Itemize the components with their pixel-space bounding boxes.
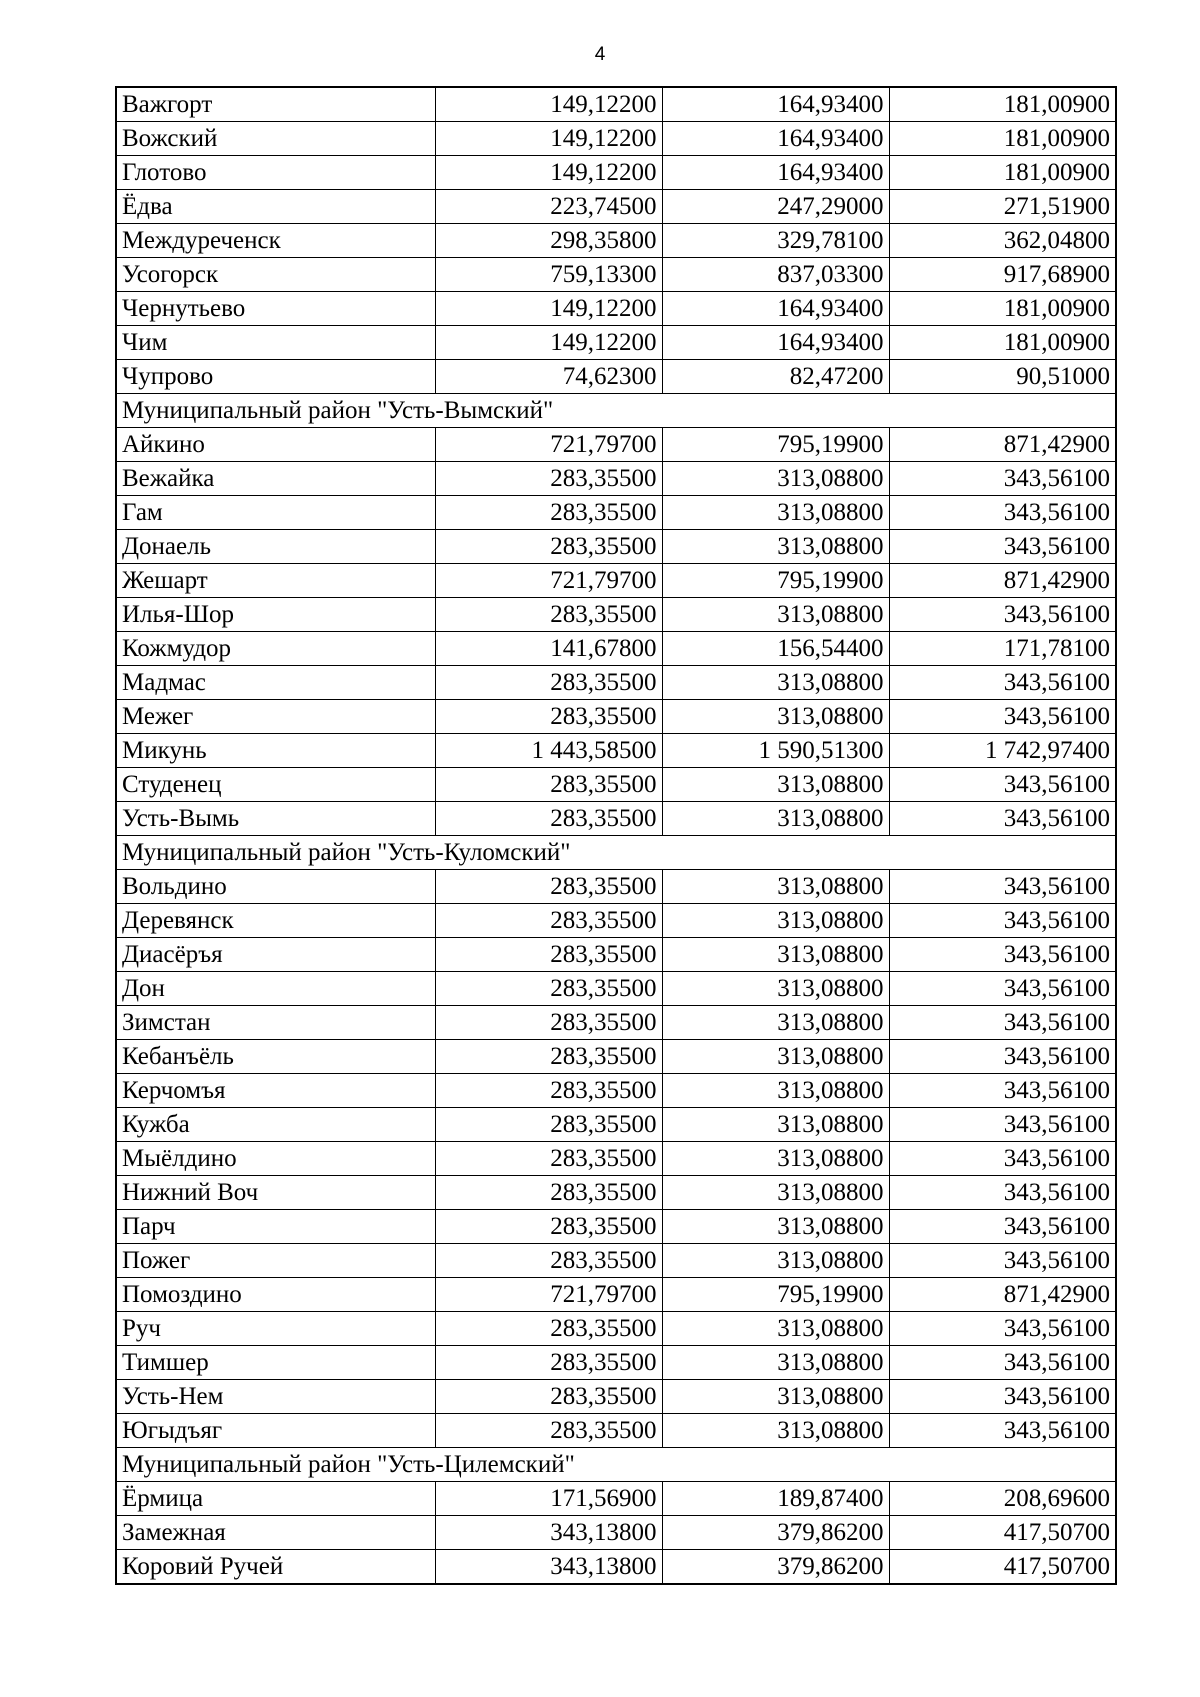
- value-cell-2: 313,08800: [662, 496, 889, 530]
- settlement-name-cell: Парч: [116, 1210, 435, 1244]
- table-row: [116, 156, 1116, 190]
- settlement-name-cell: Чим: [116, 326, 435, 360]
- value-cell-1: 721,79700: [435, 428, 662, 462]
- settlement-name-cell: Помоздино: [116, 1278, 435, 1312]
- table-body: [116, 87, 1116, 1584]
- value-cell-1: 283,35500: [435, 802, 662, 836]
- value-cell-1: 149,12200: [435, 156, 662, 190]
- value-cell-3: 343,56100: [889, 1244, 1116, 1278]
- value-cell-1: 721,79700: [435, 564, 662, 598]
- settlement-name-cell: Югыдъяг: [116, 1414, 435, 1448]
- value-cell-1: 283,35500: [435, 1040, 662, 1074]
- value-cell-1: 283,35500: [435, 1006, 662, 1040]
- value-cell-2: 313,08800: [662, 768, 889, 802]
- value-cell-3: 417,50700: [889, 1516, 1116, 1550]
- value-cell-3: 1 742,97400: [889, 734, 1116, 768]
- settlement-name-cell: Ёрмица: [116, 1482, 435, 1516]
- value-cell-2: 313,08800: [662, 802, 889, 836]
- value-cell-2: 164,93400: [662, 326, 889, 360]
- table-row: [116, 938, 1116, 972]
- value-cell-1: 141,67800: [435, 632, 662, 666]
- value-cell-1: 283,35500: [435, 1074, 662, 1108]
- value-cell-2: 313,08800: [662, 1244, 889, 1278]
- table-row: [116, 1414, 1116, 1448]
- value-cell-1: 283,35500: [435, 768, 662, 802]
- settlement-name-cell: Диасёръя: [116, 938, 435, 972]
- settlement-name-cell: Нижний Воч: [116, 1176, 435, 1210]
- value-cell-2: 313,08800: [662, 904, 889, 938]
- value-cell-3: 343,56100: [889, 1312, 1116, 1346]
- value-cell-1: 1 443,58500: [435, 734, 662, 768]
- value-cell-3: 343,56100: [889, 904, 1116, 938]
- table-row: [116, 1176, 1116, 1210]
- value-cell-3: 271,51900: [889, 190, 1116, 224]
- value-cell-2: 379,86200: [662, 1550, 889, 1585]
- value-cell-3: 90,51000: [889, 360, 1116, 394]
- value-cell-3: 343,56100: [889, 496, 1116, 530]
- value-cell-3: 343,56100: [889, 1210, 1116, 1244]
- value-cell-2: 156,54400: [662, 632, 889, 666]
- table-row: [116, 1108, 1116, 1142]
- table-row: [116, 1040, 1116, 1074]
- table-row: [116, 1346, 1116, 1380]
- value-cell-1: 149,12200: [435, 326, 662, 360]
- table-row: [116, 292, 1116, 326]
- settlement-name-cell: Микунь: [116, 734, 435, 768]
- table-row: [116, 1006, 1116, 1040]
- value-cell-2: 313,08800: [662, 1414, 889, 1448]
- value-cell-2: 313,08800: [662, 530, 889, 564]
- value-cell-3: 343,56100: [889, 1176, 1116, 1210]
- table-row: [116, 870, 1116, 904]
- value-cell-2: 189,87400: [662, 1482, 889, 1516]
- value-cell-2: 313,08800: [662, 1006, 889, 1040]
- value-cell-2: 82,47200: [662, 360, 889, 394]
- value-cell-3: 417,50700: [889, 1550, 1116, 1585]
- value-cell-3: 343,56100: [889, 768, 1116, 802]
- table-row: [116, 904, 1116, 938]
- value-cell-2: 313,08800: [662, 938, 889, 972]
- value-cell-1: 149,12200: [435, 122, 662, 156]
- settlement-name-cell: Мадмас: [116, 666, 435, 700]
- value-cell-1: 283,35500: [435, 598, 662, 632]
- value-cell-3: 343,56100: [889, 598, 1116, 632]
- table-row: [116, 258, 1116, 292]
- value-cell-1: 283,35500: [435, 1108, 662, 1142]
- value-cell-3: 181,00900: [889, 87, 1116, 122]
- settlement-name-cell: Вольдино: [116, 870, 435, 904]
- settlement-name-cell: Студенец: [116, 768, 435, 802]
- table-row: [116, 1550, 1116, 1585]
- table-row: [116, 1244, 1116, 1278]
- value-cell-3: 181,00900: [889, 326, 1116, 360]
- value-cell-3: 181,00900: [889, 156, 1116, 190]
- settlement-name-cell: Илья-Шор: [116, 598, 435, 632]
- value-cell-1: 171,56900: [435, 1482, 662, 1516]
- settlement-name-cell: Чупрово: [116, 360, 435, 394]
- table-row: [116, 1074, 1116, 1108]
- section-title: Муниципальный район "Усть-Цилемский": [116, 1448, 1116, 1482]
- page-number: 4: [594, 44, 606, 65]
- table-row: [116, 1482, 1116, 1516]
- value-cell-3: 343,56100: [889, 1346, 1116, 1380]
- settlement-name-cell: Айкино: [116, 428, 435, 462]
- settlement-name-cell: Зимстан: [116, 1006, 435, 1040]
- value-cell-1: 283,35500: [435, 530, 662, 564]
- value-cell-3: 871,42900: [889, 564, 1116, 598]
- value-cell-3: 343,56100: [889, 870, 1116, 904]
- settlement-name-cell: Тимшер: [116, 1346, 435, 1380]
- value-cell-1: 283,35500: [435, 496, 662, 530]
- settlement-name-cell: Межег: [116, 700, 435, 734]
- table-row: [116, 632, 1116, 666]
- value-cell-2: 313,08800: [662, 1312, 889, 1346]
- value-cell-2: 164,93400: [662, 156, 889, 190]
- value-cell-2: 313,08800: [662, 870, 889, 904]
- table-row: [116, 700, 1116, 734]
- value-cell-2: 329,78100: [662, 224, 889, 258]
- value-cell-1: 283,35500: [435, 462, 662, 496]
- value-cell-1: 283,35500: [435, 904, 662, 938]
- value-cell-3: 343,56100: [889, 530, 1116, 564]
- table-row: [116, 326, 1116, 360]
- value-cell-2: 313,08800: [662, 972, 889, 1006]
- table-row: [116, 1380, 1116, 1414]
- table-row: [116, 87, 1116, 122]
- settlement-name-cell: Усогорск: [116, 258, 435, 292]
- value-cell-2: 379,86200: [662, 1516, 889, 1550]
- value-cell-1: 759,13300: [435, 258, 662, 292]
- value-cell-2: 795,19900: [662, 1278, 889, 1312]
- value-cell-3: 171,78100: [889, 632, 1116, 666]
- table-row: [116, 598, 1116, 632]
- settlement-name-cell: Вежайка: [116, 462, 435, 496]
- settlement-name-cell: Вожский: [116, 122, 435, 156]
- value-cell-3: 343,56100: [889, 700, 1116, 734]
- table-row: [116, 462, 1116, 496]
- settlement-name-cell: Мыёлдино: [116, 1142, 435, 1176]
- tariff-table: [115, 86, 1117, 1585]
- value-cell-1: 343,13800: [435, 1516, 662, 1550]
- table-row: [116, 224, 1116, 258]
- value-cell-1: 298,35800: [435, 224, 662, 258]
- value-cell-2: 313,08800: [662, 1380, 889, 1414]
- settlement-name-cell: Керчомъя: [116, 1074, 435, 1108]
- value-cell-3: 871,42900: [889, 428, 1116, 462]
- settlement-name-cell: Чернутьево: [116, 292, 435, 326]
- table-row: [116, 360, 1116, 394]
- table-row: [116, 1210, 1116, 1244]
- value-cell-2: 247,29000: [662, 190, 889, 224]
- value-cell-3: 343,56100: [889, 972, 1116, 1006]
- value-cell-3: 871,42900: [889, 1278, 1116, 1312]
- value-cell-1: 149,12200: [435, 87, 662, 122]
- settlement-name-cell: Коровий Ручей: [116, 1550, 435, 1585]
- section-header-row: [116, 394, 1116, 428]
- value-cell-3: 343,56100: [889, 802, 1116, 836]
- value-cell-1: 283,35500: [435, 700, 662, 734]
- value-cell-1: 223,74500: [435, 190, 662, 224]
- value-cell-2: 313,08800: [662, 666, 889, 700]
- value-cell-2: 313,08800: [662, 1176, 889, 1210]
- value-cell-2: 164,93400: [662, 122, 889, 156]
- value-cell-3: 343,56100: [889, 1380, 1116, 1414]
- value-cell-3: 343,56100: [889, 1414, 1116, 1448]
- table-row: [116, 1312, 1116, 1346]
- section-header-row: [116, 1448, 1116, 1482]
- settlement-name-cell: Глотово: [116, 156, 435, 190]
- value-cell-1: 283,35500: [435, 972, 662, 1006]
- settlement-name-cell: Замежная: [116, 1516, 435, 1550]
- value-cell-3: 343,56100: [889, 1040, 1116, 1074]
- value-cell-3: 343,56100: [889, 938, 1116, 972]
- value-cell-2: 164,93400: [662, 87, 889, 122]
- settlement-name-cell: Руч: [116, 1312, 435, 1346]
- value-cell-3: 208,69600: [889, 1482, 1116, 1516]
- settlement-name-cell: Деревянск: [116, 904, 435, 938]
- value-cell-2: 313,08800: [662, 1142, 889, 1176]
- settlement-name-cell: Кебанъёль: [116, 1040, 435, 1074]
- value-cell-2: 164,93400: [662, 292, 889, 326]
- settlement-name-cell: Кожмудор: [116, 632, 435, 666]
- value-cell-2: 313,08800: [662, 598, 889, 632]
- value-cell-1: 283,35500: [435, 1176, 662, 1210]
- value-cell-2: 1 590,51300: [662, 734, 889, 768]
- value-cell-1: 343,13800: [435, 1550, 662, 1585]
- table-row: [116, 666, 1116, 700]
- value-cell-1: 283,35500: [435, 870, 662, 904]
- value-cell-3: 343,56100: [889, 1074, 1116, 1108]
- table-row: [116, 122, 1116, 156]
- value-cell-2: 837,03300: [662, 258, 889, 292]
- value-cell-3: 181,00900: [889, 122, 1116, 156]
- value-cell-2: 313,08800: [662, 1074, 889, 1108]
- table-row: [116, 530, 1116, 564]
- settlement-name-cell: Усть-Вымь: [116, 802, 435, 836]
- value-cell-1: 283,35500: [435, 1312, 662, 1346]
- settlement-name-cell: Междуреченск: [116, 224, 435, 258]
- settlement-name-cell: Гам: [116, 496, 435, 530]
- value-cell-1: 74,62300: [435, 360, 662, 394]
- value-cell-1: 283,35500: [435, 1380, 662, 1414]
- table-row: [116, 972, 1116, 1006]
- settlement-name-cell: Кужба: [116, 1108, 435, 1142]
- value-cell-3: 343,56100: [889, 462, 1116, 496]
- settlement-name-cell: Пожег: [116, 1244, 435, 1278]
- value-cell-1: 283,35500: [435, 1414, 662, 1448]
- table-row: [116, 802, 1116, 836]
- settlement-name-cell: Усть-Нем: [116, 1380, 435, 1414]
- value-cell-1: 283,35500: [435, 1142, 662, 1176]
- section-title: Муниципальный район "Усть-Куломский": [116, 836, 1116, 870]
- value-cell-1: 283,35500: [435, 1244, 662, 1278]
- value-cell-3: 343,56100: [889, 666, 1116, 700]
- table-row: [116, 190, 1116, 224]
- table-row: [116, 428, 1116, 462]
- value-cell-2: 313,08800: [662, 1346, 889, 1380]
- value-cell-3: 181,00900: [889, 292, 1116, 326]
- value-cell-3: 343,56100: [889, 1108, 1116, 1142]
- table-row: [116, 734, 1116, 768]
- table-row: [116, 768, 1116, 802]
- settlement-name-cell: Донаель: [116, 530, 435, 564]
- value-cell-2: 313,08800: [662, 1040, 889, 1074]
- value-cell-1: 283,35500: [435, 666, 662, 700]
- table-row: [116, 1278, 1116, 1312]
- value-cell-1: 721,79700: [435, 1278, 662, 1312]
- value-cell-2: 313,08800: [662, 1210, 889, 1244]
- value-cell-1: 283,35500: [435, 1346, 662, 1380]
- value-cell-1: 283,35500: [435, 1210, 662, 1244]
- value-cell-2: 313,08800: [662, 1108, 889, 1142]
- value-cell-3: 362,04800: [889, 224, 1116, 258]
- settlement-name-cell: Дон: [116, 972, 435, 1006]
- value-cell-1: 149,12200: [435, 292, 662, 326]
- settlement-name-cell: Жешарт: [116, 564, 435, 598]
- value-cell-2: 313,08800: [662, 462, 889, 496]
- settlement-name-cell: Ёдва: [116, 190, 435, 224]
- value-cell-3: 917,68900: [889, 258, 1116, 292]
- value-cell-2: 313,08800: [662, 700, 889, 734]
- value-cell-3: 343,56100: [889, 1006, 1116, 1040]
- table-row: [116, 496, 1116, 530]
- settlement-name-cell: Важгорт: [116, 87, 435, 122]
- table-row: [116, 564, 1116, 598]
- value-cell-3: 343,56100: [889, 1142, 1116, 1176]
- table-row: [116, 1142, 1116, 1176]
- section-header-row: [116, 836, 1116, 870]
- value-cell-1: 283,35500: [435, 938, 662, 972]
- table-row: [116, 1516, 1116, 1550]
- section-title: Муниципальный район "Усть-Вымский": [116, 394, 1116, 428]
- value-cell-2: 795,19900: [662, 428, 889, 462]
- value-cell-2: 795,19900: [662, 564, 889, 598]
